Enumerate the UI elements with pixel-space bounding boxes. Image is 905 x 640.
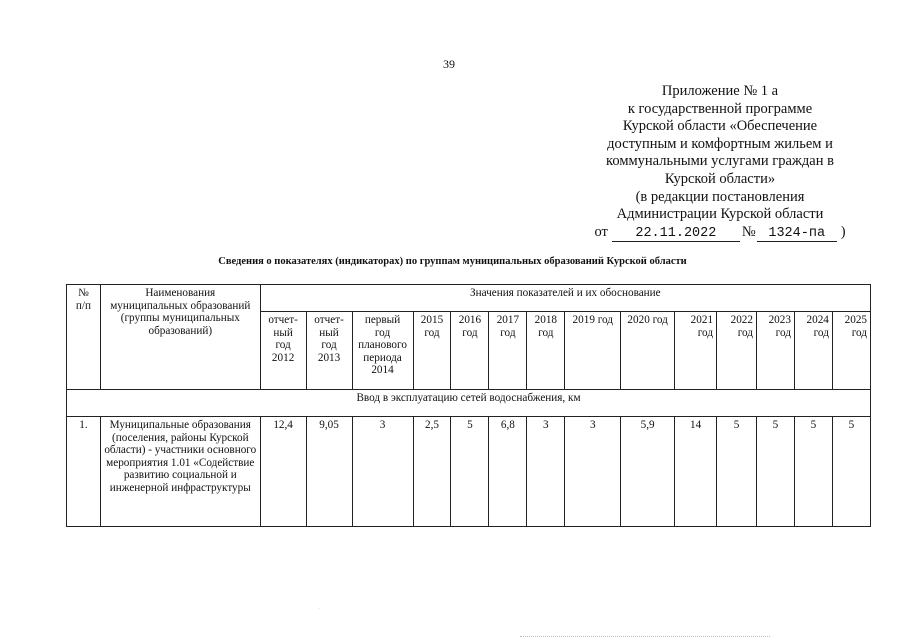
value-cell	[413, 417, 451, 527]
year-header	[832, 312, 870, 390]
col-name-header	[100, 285, 260, 390]
year-header	[756, 312, 794, 390]
value: 5	[848, 419, 855, 431]
year-header-label: 2019 год	[572, 314, 613, 326]
year-header	[565, 312, 621, 390]
section-title: Ввод в эксплуатацию сетей водоснабжения, км	[356, 392, 581, 404]
section-row	[67, 390, 871, 417]
appendix-line: Курской области»	[664, 170, 776, 187]
scan-edge-noise	[520, 636, 770, 638]
row-number-cell	[67, 417, 101, 527]
value: 3	[379, 419, 386, 431]
table-title: Сведения о показателях (индикаторах) по группам муниципальных образований Курской области	[218, 256, 687, 267]
year-header	[451, 312, 489, 390]
appendix-line: Курской области «Обеспечение	[622, 118, 818, 135]
year-header-label: 2015 год	[420, 314, 444, 339]
number-label: №	[741, 223, 756, 240]
value: 5	[733, 419, 740, 431]
value: 5	[772, 419, 779, 431]
value: 5	[467, 419, 473, 431]
values-group-header	[260, 285, 870, 312]
value-cell	[794, 417, 832, 527]
year-header-label: 2023 год	[768, 314, 791, 339]
scan-speck: ·	[318, 606, 320, 612]
value-cell	[621, 417, 675, 527]
header-row-top	[67, 285, 871, 312]
page-number: 39	[443, 57, 455, 71]
from-label: от	[594, 223, 608, 240]
col-no-label: № п/п	[75, 287, 91, 312]
appendix-line: коммунальными услугами граждан в	[606, 153, 834, 170]
value-cell	[260, 417, 306, 527]
appendix-line: Приложение № 1 а	[661, 83, 779, 99]
year-header	[527, 312, 565, 390]
year-header	[413, 312, 451, 390]
value: 5	[810, 419, 817, 431]
year-header	[306, 312, 352, 390]
col-no-header	[67, 285, 101, 390]
year-header	[352, 312, 413, 390]
value: 2,5	[424, 419, 439, 431]
appendix-header	[590, 83, 850, 242]
value-cell	[352, 417, 413, 527]
indicators-table	[66, 284, 871, 527]
year-header-label: 2022 год	[730, 314, 753, 339]
table-row	[67, 417, 871, 527]
appendix-line: (в редакции постановления	[635, 188, 805, 205]
resolution-signature-line	[590, 224, 850, 242]
section-title-cell	[67, 390, 871, 417]
year-header-label: 2021 год	[690, 314, 714, 339]
value: 9,05	[319, 419, 339, 431]
appendix-line: доступным и комфортным жильем и	[607, 135, 833, 152]
resolution-date: 22.11.2022	[612, 226, 740, 242]
closing-paren: )	[840, 223, 846, 240]
year-header	[794, 312, 832, 390]
row-name: Муниципальные образования (поселения, районы Курской области) - участники основного мероприятия 1.01 «Содействие развитию социальной и инженерной инфраструктуры	[104, 419, 257, 494]
year-header-label: 2024 год	[806, 314, 829, 339]
year-header-label: 2016 год	[458, 314, 482, 339]
value-cell	[489, 417, 527, 527]
value-cell	[756, 417, 794, 527]
year-header-label: 2017 год	[496, 314, 520, 339]
value-cell	[565, 417, 621, 527]
value-cell	[717, 417, 757, 527]
value: 6,8	[500, 419, 515, 431]
values-group-label: Значения показателей и их обоснование	[470, 287, 661, 299]
value-cell	[306, 417, 352, 527]
year-header	[717, 312, 757, 390]
value-cell	[675, 417, 717, 527]
value: 12,4	[273, 419, 293, 431]
appendix-line: к государственной программе	[627, 100, 813, 117]
year-header	[260, 312, 306, 390]
year-header-label: отчет- ный год 2013	[314, 314, 344, 364]
year-header-label: первый год планового периода 2014	[358, 314, 407, 377]
value: 3	[543, 419, 549, 431]
value: 5,9	[640, 419, 655, 431]
appendix-line: Администрации Курской области	[616, 206, 824, 223]
year-header	[489, 312, 527, 390]
year-header-label: отчет- ный год 2012	[268, 314, 298, 364]
value-cell	[451, 417, 489, 527]
year-header-label: 2018 год	[534, 314, 558, 339]
value: 14	[689, 419, 702, 431]
row-number: 1.	[79, 419, 88, 431]
year-header	[621, 312, 675, 390]
value: 3	[589, 419, 596, 431]
value-cell	[832, 417, 870, 527]
year-header-label: 2025 год	[844, 314, 867, 339]
year-header	[675, 312, 717, 390]
value-cell	[527, 417, 565, 527]
col-name-label: Наименования муниципальных образований (группы муниципальных образований)	[110, 287, 251, 337]
year-header-label: 2020 год	[627, 314, 668, 326]
row-name-cell	[100, 417, 260, 527]
resolution-number: 1324-па	[757, 226, 837, 242]
